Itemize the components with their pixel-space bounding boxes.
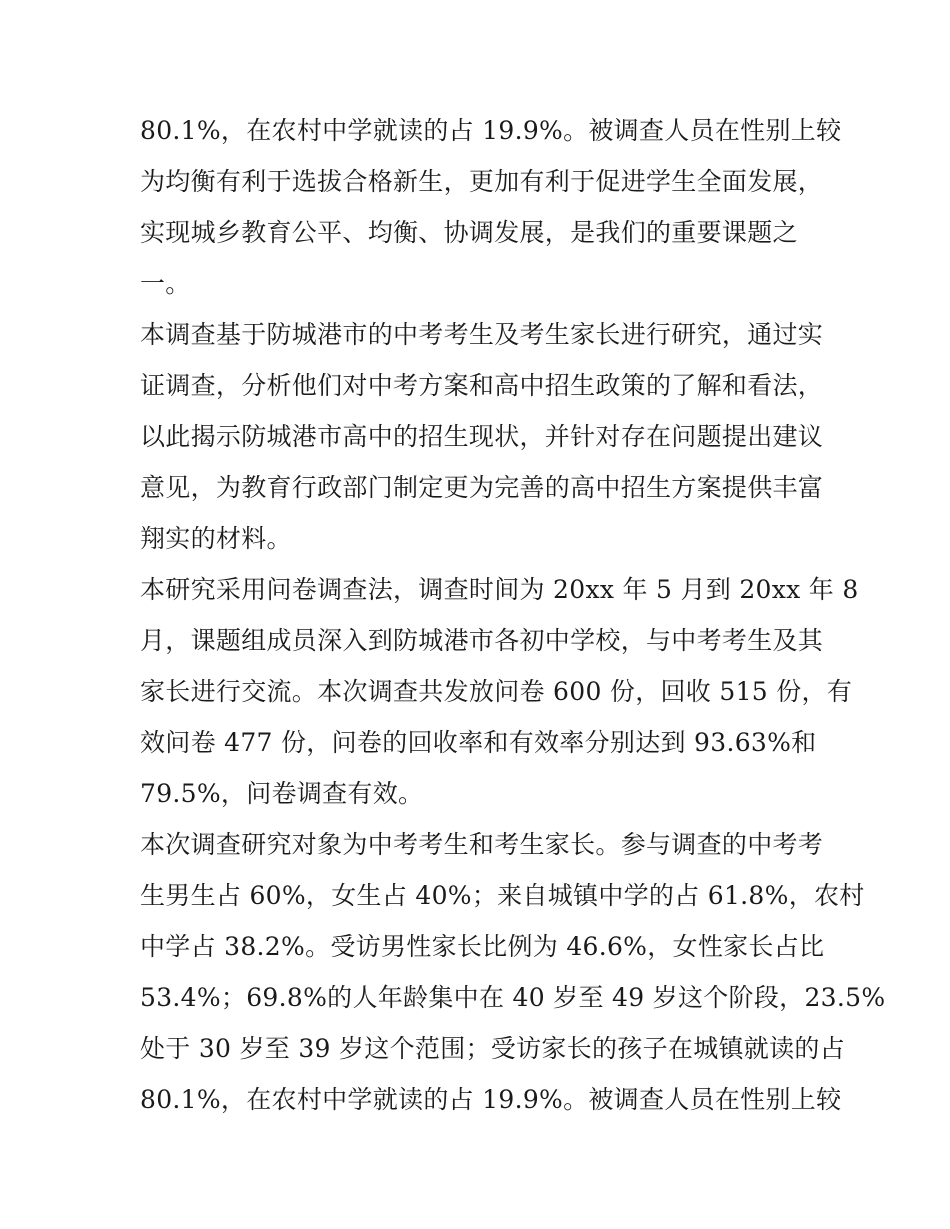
text-line: 中学占 38.2%。受访男性家长比例为 46.6%，女性家长占比 [140, 932, 825, 961]
text-line: 为均衡有利于选拔合格新生，更加有利于促进学生全面发展， [140, 167, 824, 196]
text-line: 处于 30 岁至 39 岁这个范围；受访家长的孩子在城镇就读的占 [140, 1034, 846, 1063]
text-line: 证调查，分析他们对中考方案和高中招生政策的了解和看法， [140, 371, 824, 400]
text-line: 月，课题组成员深入到防城港市各初中学校，与中考考生及其 [140, 626, 824, 655]
text-line: 本调查基于防城港市的中考考生及考生家长进行研究，通过实 [140, 320, 824, 349]
text-line: 53.4%；69.8%的人年龄集中在 40 岁至 49 岁这个阶段，23.5% [140, 983, 886, 1012]
text-line: 效问卷 477 份，问卷的回收率和有效率分别达到 93.63%和 [140, 728, 817, 757]
text-line: 意见，为教育行政部门制定更为完善的高中招生方案提供丰富 [140, 473, 824, 502]
text-line: 本研究采用问卷调查法，调查时间为 20xx 年 5 月到 20xx 年 8 [140, 575, 859, 604]
text-line: 实现城乡教育公平、均衡、协调发展，是我们的重要课题之 [140, 218, 798, 247]
text-line: 生男生占 60%，女生占 40%；来自城镇中学的占 61.8%，农村 [140, 881, 865, 910]
text-line: 本次调查研究对象为中考考生和考生家长。参与调查的中考考 [140, 830, 824, 859]
text-line: 80.1%，在农村中学就读的占 19.9%。被调查人员在性别上较 [140, 116, 842, 145]
text-line: 一。 [140, 269, 191, 298]
text-line: 80.1%，在农村中学就读的占 19.9%。被调查人员在性别上较 [140, 1085, 842, 1114]
text-line: 以此揭示防城港市高中的招生现状，并针对存在问题提出建议 [140, 422, 824, 451]
text-line: 翔实的材料。 [140, 524, 292, 553]
text-line: 79.5%，问卷调查有效。 [140, 779, 424, 808]
text-line: 家长进行交流。本次调查共发放问卷 600 份，回收 515 份，有 [140, 677, 853, 706]
